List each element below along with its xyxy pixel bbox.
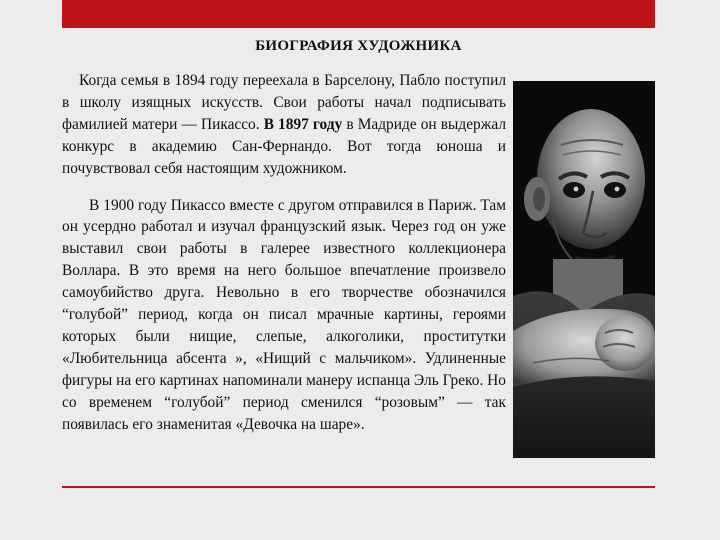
paragraph-2: В 1900 году Пикассо вместе с другом отправился в Париж. Там он усердно работал и изучал французский язык. Через год он уже выставил свои работы в галерее известного коллекционера Воллара. В это время на него большое впечатление произвело самоубийство друга. Невольно в его творчестве обозначился “голубой” период, когда он писал мрачные картины, героями которых были нищие, слепые, алкоголики, проститутки «Любительница абсента », «Нищий с мальчиком». Удлиненные фигуры на его картинах напоминали манеру испанца Эль Греко. Но со временем “голубой” период сменился “розовым” — так появилась его знаменитая «Девочка на шаре». — [62, 196, 506, 433]
paragraph-1 — [62, 70, 506, 180]
biography-text — [62, 70, 506, 436]
portrait-illustration — [513, 81, 655, 458]
top-accent-bar — [62, 0, 655, 28]
artist-portrait-photo — [513, 81, 655, 458]
bottom-accent-rule — [62, 486, 655, 488]
slide-title: БИОГРАФИЯ ХУДОЖНИКА — [255, 38, 462, 54]
paragraph-1-bold: В 1897 году — [263, 115, 343, 133]
paragraph-1-start: Когда семья в 1894 году переехала в Барселону, Пабло поступил в школу изящных искусств. Свои работы начал подписывать фамилией матери — Пикассо. — [62, 72, 506, 133]
paragraph-1-end: в Мадриде он выдержал конкурс в академию Сан-Фернандо. Вот тогда юноша и почувствовал себя настоящим художником. — [62, 115, 506, 177]
